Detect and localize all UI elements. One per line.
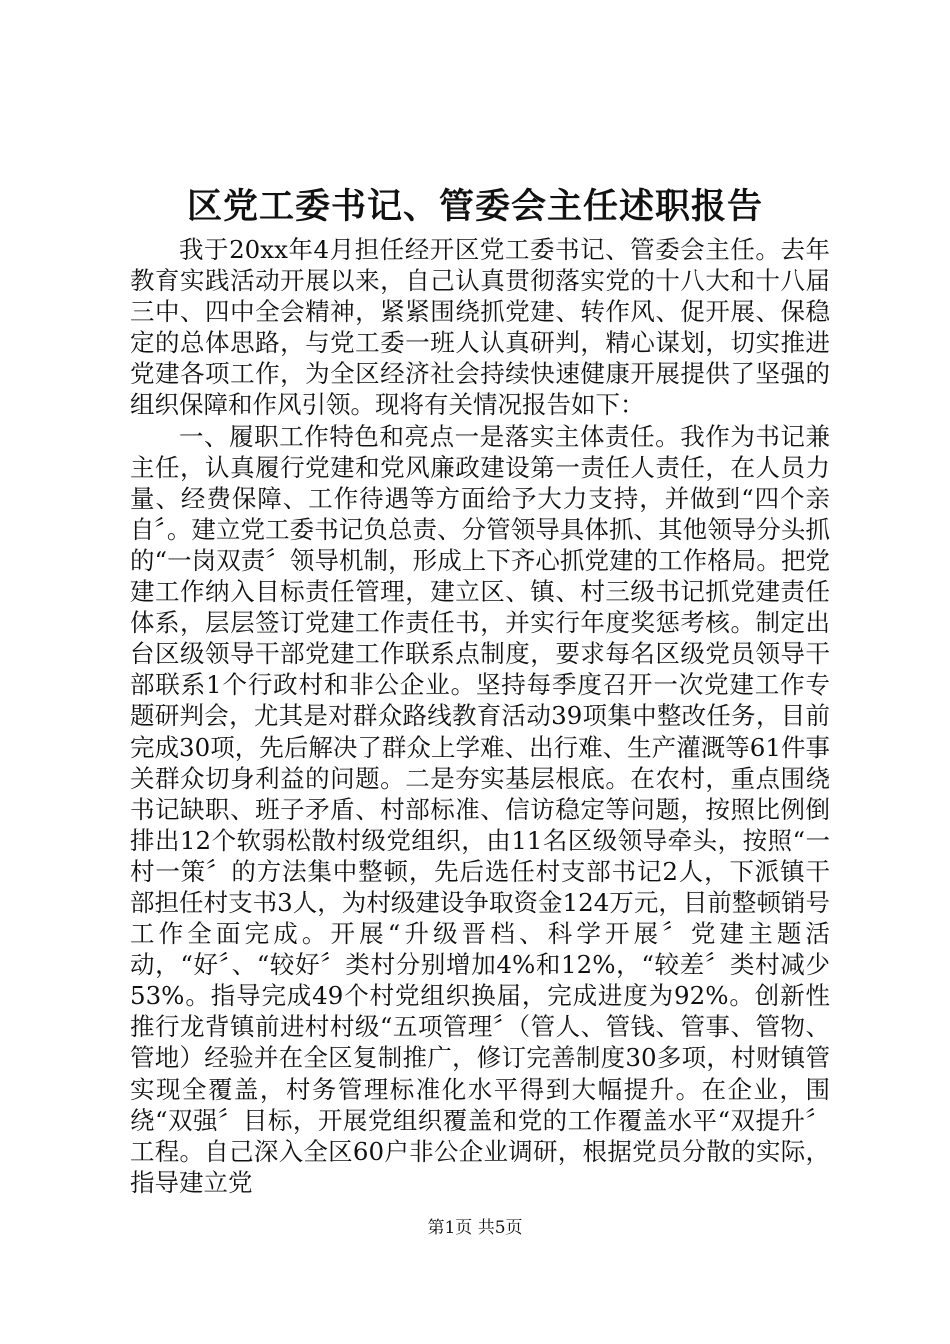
document-title: 区党工委书记、管委会主任述职报告 <box>186 187 763 227</box>
body-paragraph-intro: 我于20xx年4月担任经开区党工委书记、管委会主任。去年教育实践活动开展以来，自己认真贯彻落实党的十八大和十八届三中、四中全会精神，紧紧围绕抓党建、转作风、促开展、保稳定的总体思路，与党工委一班人认真研判，精心谋划，切实推进党建各项工作，为全区经济社会持续快速健康开展提供了坚强的组织保障和作风引领。现将有关情况报告如下： <box>130 235 830 420</box>
page-footer <box>0 1216 950 1240</box>
body-paragraph-section-one: 一、履职工作特色和亮点一是落实主体责任。我作为书记兼主任，认真履行党建和党风廉政建设第一责任人责任，在人员力量、经费保障、工作待遇等方面给予大力支持，并做到“四个亲自〞。建立党工委书记负总责、分管领导具体抓、其他领导分头抓的“一岗双责〞领导机制，形成上下齐心抓党建的工作格局。把党建工作纳入目标责任管理，建立区、镇、村三级书记抓党建责任体系，层层签订党建工作责任书，并实行年度奖惩考核。制定出台区级领导干部党建工作联系点制度，要求每名区级党员领导干部联系1个行政村和非公企业。坚持每季度召开一次党建工作专题研判会，尤其是对群众路线教育活动39项集中整改任务，目前完成30项，先后解决了群众上学难、出行难、生产灌溉等61件事关群众切身利益的问题。二是夯实基层根底。在农村，重点围绕书记缺职、班子矛盾、村部标准、信访稳定等问题，按照比例倒排出12个软弱松散村级党组织，由11名区级领导牵头，按照“一村一策〞的方法集中整顿，先后选任村支部书记2人，下派镇干部担任村支书3人，为村级建设争取资金124万元，目前整顿销号工作全面完成。开展“升级晋档、科学开展〞党建主题活动，“好〞、“较好〞类村分别增加4%和12%，“较差〞类村减少53%。指导完成49个村党组织换届，完成进度为92%。创新性推行龙背镇前进村村级“五项管理〞（管人、管钱、管事、管物、管地）经验并在全区复制推广，修订完善制度30多项，村财镇管实现全覆盖，村务管理标准化水平得到大幅提升。在企业，围绕“双强〞目标，开展党组织覆盖和党的工作覆盖水平“双提升〞工程。自己深入全区60户非公企业调研，根据党员分散的实际，指导建立党 <box>130 421 830 1197</box>
page-number: 第1页 <box>427 1218 473 1238</box>
document-body <box>130 234 830 1198</box>
page-total: 共5页 <box>477 1218 523 1238</box>
